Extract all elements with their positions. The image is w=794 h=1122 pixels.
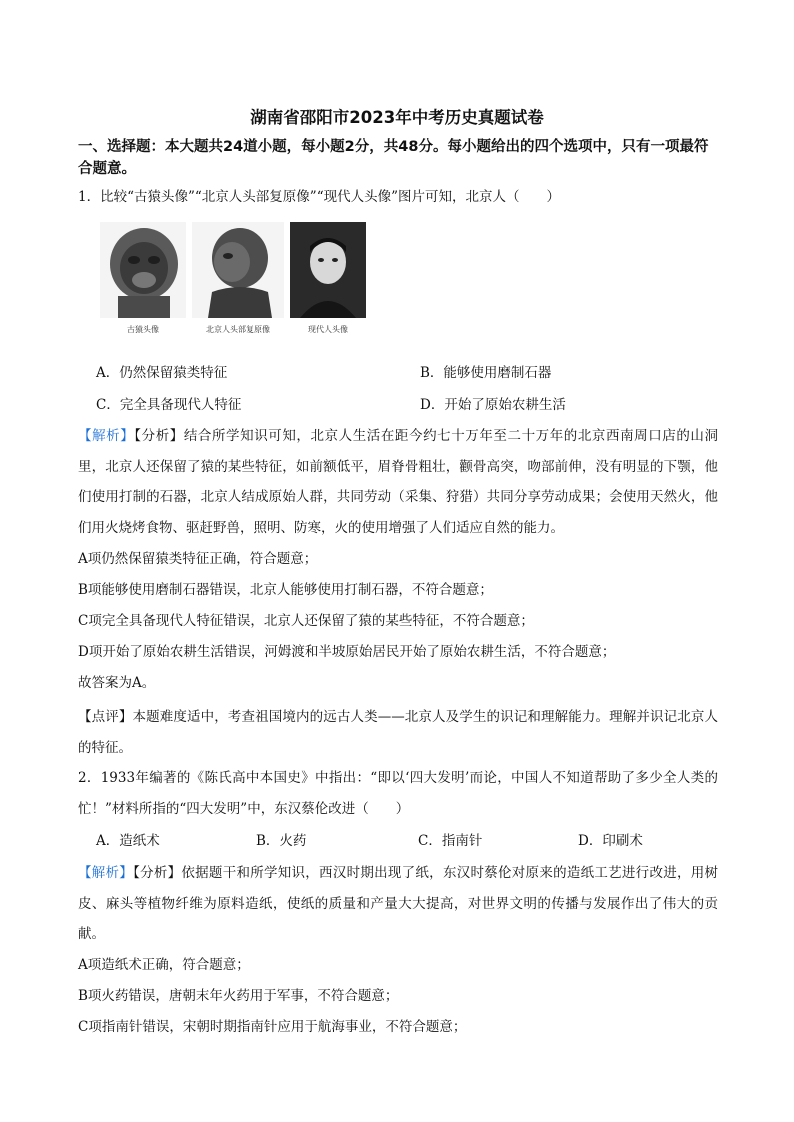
q1-line-a: A项仍然保留猿类特征正确，符合题意； <box>78 551 318 567</box>
page-title: 湖南省邵阳市2023年中考历史真题试卷 <box>250 108 544 127</box>
peking-man-bust-icon <box>192 222 284 318</box>
question-1-stem: 1．比较“古猿头像”“北京人头部复原像”“现代人头像”图片可知，北京人（ ） <box>78 189 560 205</box>
q1-answer: 故答案为A。 <box>78 675 156 691</box>
question-1-figure <box>100 222 370 342</box>
q2-option-a[interactable]: A．造纸术 <box>96 833 160 849</box>
q2-option-d[interactable]: D．印刷术 <box>578 833 643 849</box>
q2-line-c: C项指南针错误，宋朝时期指南针应用于航海事业，不符合题意； <box>78 1019 467 1035</box>
caption-modern-human: 现代人头像 <box>308 325 348 334</box>
q1-line-d: D项开始了原始农耕生活错误，河姆渡和半坡原始居民开始了原始农耕生活，不符合题意； <box>78 644 616 660</box>
section-heading: 一、选择题：本大题共24道小题，每小题2分，共48分。每小题给出的四个选项中，只有一项最符合题意。 <box>78 139 709 177</box>
q2-option-c[interactable]: C．指南针 <box>418 833 483 849</box>
q1-option-d[interactable]: D．开始了原始农耕生活 <box>420 397 566 413</box>
ape-head-image <box>100 222 186 334</box>
q2-analysis <box>78 858 718 950</box>
q1-comment: 【点评】本题难度适中，考查祖国境内的远古人类——北京人及学生的识记和理解能力。理解并识记北京人的特征。 <box>78 709 718 756</box>
modern-human-image <box>290 222 366 334</box>
q2-line-a: A项造纸术正确，符合题意； <box>78 957 250 973</box>
q1-analysis-text: 【分析】结合所学知识可知，北京人生活在距今约七十万年至二十万年的北京西南周口店的山洞里，北京人还保留了猿的某些特征，如前额低平，眉脊骨粗壮，颧骨高突，吻部前伸，没有明显的下颚，他们使用打制的石器，北京人结成原始人群，共同劳动（采集、狩猎）共同分享劳动成果；会使用天然火，他们用火烧烤食物、驱赶野兽，照明、防寒，火的使用增强了人们适应自然的能力。 <box>78 428 719 536</box>
q1-option-c[interactable]: C．完全具备现代人特征 <box>96 397 242 413</box>
peking-man-image <box>192 222 284 334</box>
q2-option-b[interactable]: B．火药 <box>256 833 307 849</box>
analysis-tag: 【解析】 <box>78 865 134 881</box>
q2-line-b: B项火药错误，唐朝末年火药用于军事，不符合题意； <box>78 988 399 1004</box>
analysis-tag: 【解析】 <box>78 428 135 444</box>
question-2-stem: 2．1933年编著的《陈氏高中本国史》中指出：“即以‘四大发明’而论，中国人不知道帮助了多少全人类的忙！”材料所指的“四大发明”中，东汉蔡伦改进（ ） <box>78 770 718 817</box>
q1-option-b[interactable]: B．能够使用磨制石器 <box>420 365 552 381</box>
q1-option-a[interactable]: A．仍然保留猿类特征 <box>96 365 228 381</box>
q1-line-b: B项能够使用磨制石器错误，北京人能够使用打制石器，不符合题意； <box>78 582 493 598</box>
ape-head-icon <box>100 222 186 318</box>
modern-human-portrait-icon <box>290 222 366 318</box>
q2-analysis-text: 【分析】依据题干和所学知识，西汉时期出现了纸，东汉时蔡伦对原来的造纸工艺进行改进，用树皮、麻头等植物纤维为原料造纸，使纸的质量和产量大大提高，对世界文明的传播与发展作出了伟大的贡献。 <box>78 865 719 942</box>
caption-peking-man: 北京人头部复原像 <box>206 325 270 334</box>
caption-ape-head: 古猿头像 <box>127 325 159 334</box>
q1-line-c: C项完全具备现代人特征错误，北京人还保留了猿的某些特征，不符合题意； <box>78 613 534 629</box>
q1-analysis <box>78 421 718 543</box>
